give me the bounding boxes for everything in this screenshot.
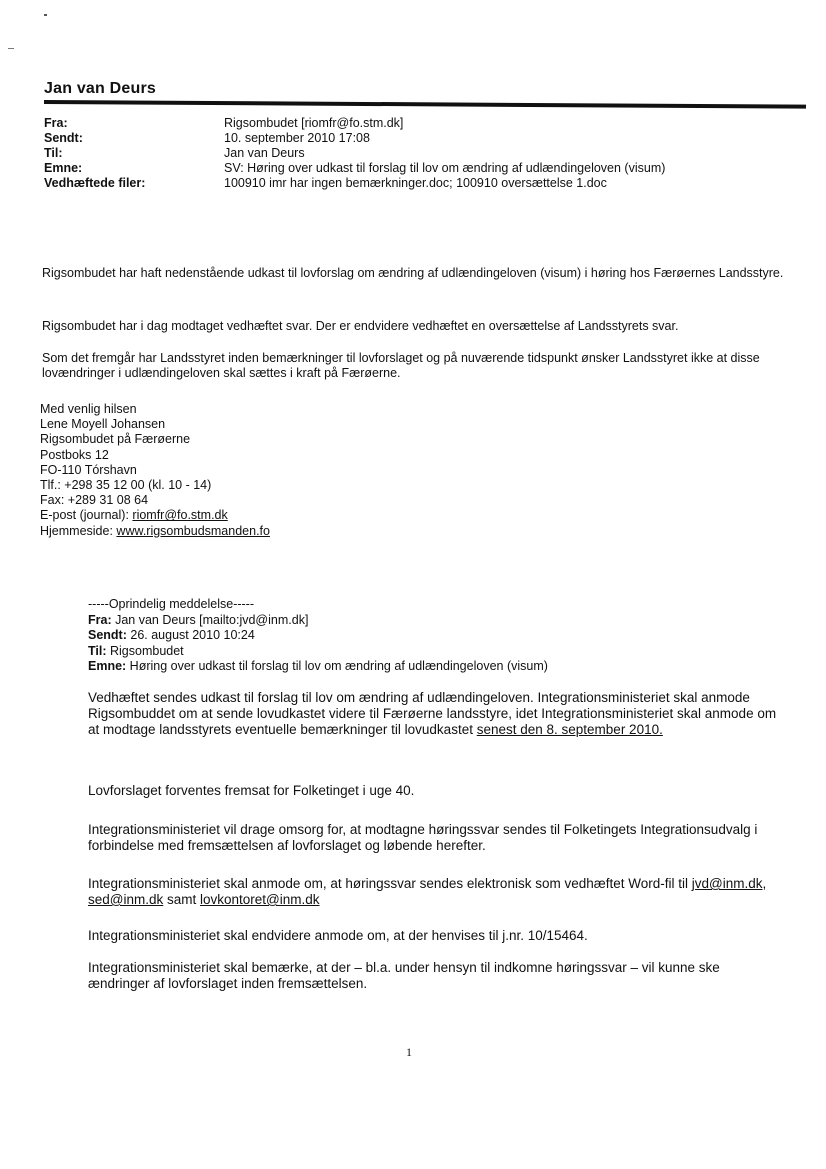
- original-label: Fra:: [88, 612, 112, 627]
- body-paragraph: [88, 690, 778, 738]
- email-header: [44, 116, 784, 191]
- original-sent-row: [88, 628, 548, 644]
- header-rule: [44, 100, 806, 109]
- header-value: Jan van Deurs: [224, 146, 305, 160]
- original-message-header: [88, 597, 548, 675]
- header-sent-row: [44, 131, 784, 146]
- body-span: samt: [163, 892, 200, 907]
- header-label: Til:: [44, 146, 63, 160]
- signature-greeting: Med venlig hilsen: [40, 402, 137, 416]
- website-link[interactable]: www.rigsombudsmanden.fo: [116, 523, 270, 538]
- original-value: Høring over udkast til forslag til lov om ændring af udlændingeloven (visum): [126, 659, 548, 673]
- email-link[interactable]: riomfr@fo.stm.dk: [132, 508, 228, 523]
- header-label: Vedhæftede filer:: [44, 176, 146, 190]
- signature-web-line: [40, 524, 270, 539]
- web-label: Hjemmeside:: [40, 523, 117, 538]
- original-label: Sendt:: [88, 628, 127, 642]
- header-label: Emne:: [44, 161, 83, 175]
- original-value: Jan van Deurs [mailto:jvd@inm.dk]: [111, 612, 309, 627]
- body-span: ,: [762, 876, 767, 891]
- message-text: Rigsombudet har haft nedenstående udkast til lovforslag om ændring af udlændingeloven (visum) i høring hos Færøernes Landsstyre.: [42, 266, 784, 280]
- deadline-text: senest den 8. september 2010.: [476, 722, 663, 737]
- original-label: Til:: [88, 643, 107, 658]
- original-from-row: [88, 613, 548, 629]
- body-paragraph: [88, 960, 778, 992]
- body-span: Vedhæftet sendes udkast til forslag til lov om ændring af udlændingeloven. Integrationsministeriet skal anmode Rigsombuddet om at sende lovudkastet videre til Færøerne landsstyre, idet Integrationsministeriet skal anmode om at modtage landsstyrets eventuelle bemærkninger til lovudkastet: [88, 690, 777, 737]
- signature-phone: Tlf.: +298 35 12 00 (kl. 10 - 14): [40, 478, 212, 493]
- signature-email-line: [40, 508, 270, 523]
- attachments-value[interactable]: 100910 imr har ingen bemærkninger.doc; 100910 oversættelse 1.doc: [224, 176, 607, 190]
- message-text: Rigsombudet har i dag modtaget vedhæftet svar. Der er endvidere vedhæftet en oversættelse af Landsstyrets svar.: [42, 319, 679, 333]
- header-to-row: [44, 146, 784, 161]
- header-label: Fra:: [44, 116, 68, 130]
- header-from-row: [44, 116, 784, 131]
- signature-city: FO-110 Tórshavn: [40, 462, 137, 477]
- header-value: 10. september 2010 17:08: [224, 131, 370, 145]
- body-text: Integrationsministeriet skal bemærke, at der – bl.a. under hensyn til indkomne høringssvar – vil kunne ske ændringer af lovforslaget inden fremsættelsen.: [88, 960, 720, 991]
- scan-speck: [44, 14, 47, 16]
- original-value: 26. august 2010 10:24: [126, 628, 255, 642]
- email-link[interactable]: lovkontoret@inm.dk: [200, 892, 320, 907]
- header-value: Rigsombudet [riomfr@fo.stm.dk]: [224, 116, 404, 130]
- signature-postbox: Postboks 12: [40, 447, 109, 462]
- original-divider: -----Oprindelig meddelelse-----: [88, 597, 255, 611]
- body-paragraph: [88, 783, 778, 799]
- signature-block: [40, 402, 270, 539]
- header-subject-row: [44, 161, 784, 176]
- message-paragraph: [42, 266, 792, 281]
- body-text: Lovforslaget forventes fremsat for Folketinget i uge 40.: [88, 783, 415, 798]
- scan-mark: [8, 48, 14, 49]
- header-label: Sendt:: [44, 131, 83, 145]
- page-number: 1: [406, 1045, 412, 1059]
- email-label: E-post (journal):: [40, 508, 133, 523]
- body-paragraph: [88, 822, 778, 854]
- message-text: Som det fremgår har Landsstyret inden bemærkninger til lovforslaget og på nuværende tidspunkt ønsker Landsstyret ikke at disse lovændringer i udlændingeloven skal sættes i kraft på Færøerne.: [42, 351, 760, 380]
- body-text: Integrationsministeriet skal endvidere anmode om, at der henvises til j.nr. 10/15464.: [88, 928, 588, 943]
- body-paragraph: [88, 876, 778, 908]
- original-label: Emne:: [88, 659, 127, 673]
- signature-org: Rigsombudet på Færøerne: [40, 432, 191, 447]
- original-subject-row: [88, 659, 548, 675]
- signature-fax: Fax: +289 31 08 64: [40, 493, 149, 508]
- header-attachments-row: [44, 176, 784, 191]
- header-value: SV: Høring over udkast til forslag til lov om ændring af udlændingeloven (visum): [224, 161, 666, 175]
- body-text: [88, 876, 778, 908]
- message-paragraph: [42, 351, 792, 381]
- email-link[interactable]: jvd@inm.dk: [691, 876, 763, 891]
- original-value: Rigsombudet: [106, 643, 184, 658]
- original-to-row: [88, 644, 548, 660]
- body-text: Integrationsministeriet vil drage omsorg for, at modtagne høringssvar sendes til Folketingets Integrationsudvalg i forbindelse med fremsættelsen af lovforslaget og løbende herefter.: [88, 822, 758, 853]
- signature-name: Lene Moyell Johansen: [40, 417, 166, 432]
- body-paragraph: [88, 928, 778, 944]
- body-span: Integrationsministeriet skal anmode om, at høringssvar sendes elektronisk som vedhæftet Word-fil til: [88, 876, 692, 891]
- message-paragraph: [42, 319, 792, 334]
- email-link[interactable]: sed@inm.dk: [88, 892, 164, 907]
- mailbox-owner-name: Jan van Deurs: [44, 80, 156, 97]
- body-text: [88, 690, 778, 738]
